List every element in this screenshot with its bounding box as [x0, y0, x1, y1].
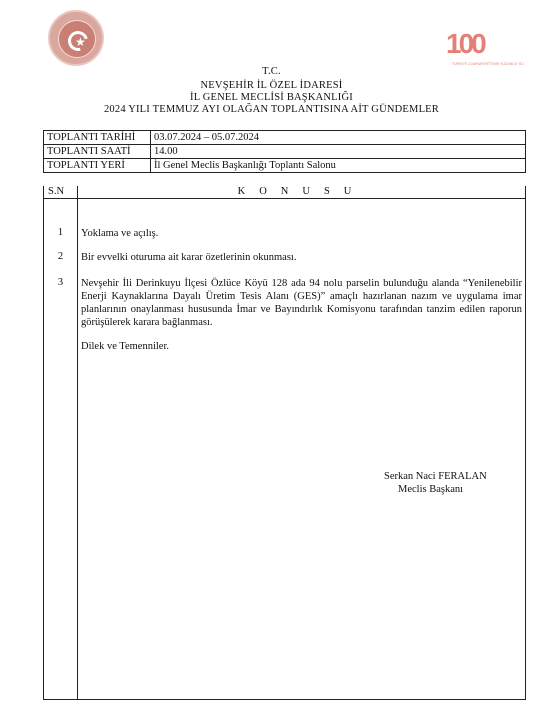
- info-value: 14.00: [151, 145, 526, 159]
- emblem-inner: [58, 20, 96, 58]
- star-icon: ★: [75, 35, 86, 49]
- agenda-item: Nevşehir İli Derinkuyu İlçesi Özlüce Köyü 128 ada 94 nolu parselin bulunduğu alanda “Yenilenebilir Enerji Kaynaklarına Dayalı Üretim Tesis Alanı (GES)” amaçlı hazırlanan nazım ve uygulama imar planlarının onaylanması hususunda İmar ve Bayındırlık Komisyonu tarafından tanzim edilen raporun görüşülerek karara bağlanması.: [81, 278, 522, 328]
- info-value: İl Genel Meclis Başkanlığı Toplantı Salonu: [151, 159, 526, 173]
- info-label: TOPLANTI TARİHİ: [44, 131, 151, 145]
- column-header-konu: KONUSU: [237, 186, 366, 197]
- info-label: TOPLANTI SAATİ: [44, 145, 151, 159]
- agenda-table: [43, 186, 526, 700]
- info-row-place: [44, 159, 526, 173]
- agenda-item: Yoklama ve açılış.: [81, 228, 159, 239]
- meeting-info-table: [43, 130, 526, 173]
- item-number: 2: [57, 251, 64, 262]
- header-line-4: 2024 YILI TEMMUZ AYI OLAĞAN TOPLANTISINA AİT GÜNDEMLER: [103, 104, 440, 115]
- item-number: 1: [57, 227, 64, 238]
- signatory-title: Meclis Başkanı: [398, 484, 464, 495]
- column-header-sn: S.N: [48, 186, 65, 197]
- centennial-tagline: TÜRKİYE CUMHURİYETİ'NİN YÜZÜNCÜ YILI: [452, 62, 525, 66]
- signatory-name: Serkan Naci FERALAN: [384, 471, 487, 482]
- agenda-item: Bir evvelki oturuma ait karar özetlerinin okunması.: [81, 252, 297, 263]
- centennial-logo: [446, 28, 525, 70]
- info-row-date: [44, 131, 526, 145]
- info-row-time: [44, 145, 526, 159]
- centennial-number: 100: [446, 28, 484, 59]
- item-number: 3: [57, 277, 64, 288]
- closing-item: Dilek ve Temenniler.: [81, 341, 170, 352]
- state-emblem-logo: [48, 10, 104, 66]
- info-label: TOPLANTI YERİ: [44, 159, 151, 173]
- signature-block: [384, 470, 487, 496]
- header-line-3: İL GENEL MECLİSİ BAŞKANLIĞI: [190, 92, 353, 103]
- header-divider: [44, 198, 525, 199]
- info-value: 03.07.2024 – 05.07.2024: [151, 131, 526, 145]
- header-line-1: T.C.: [262, 66, 281, 77]
- column-divider: [77, 186, 78, 699]
- header-line-2: NEVŞEHİR İL ÖZEL İDARESİ: [200, 80, 343, 91]
